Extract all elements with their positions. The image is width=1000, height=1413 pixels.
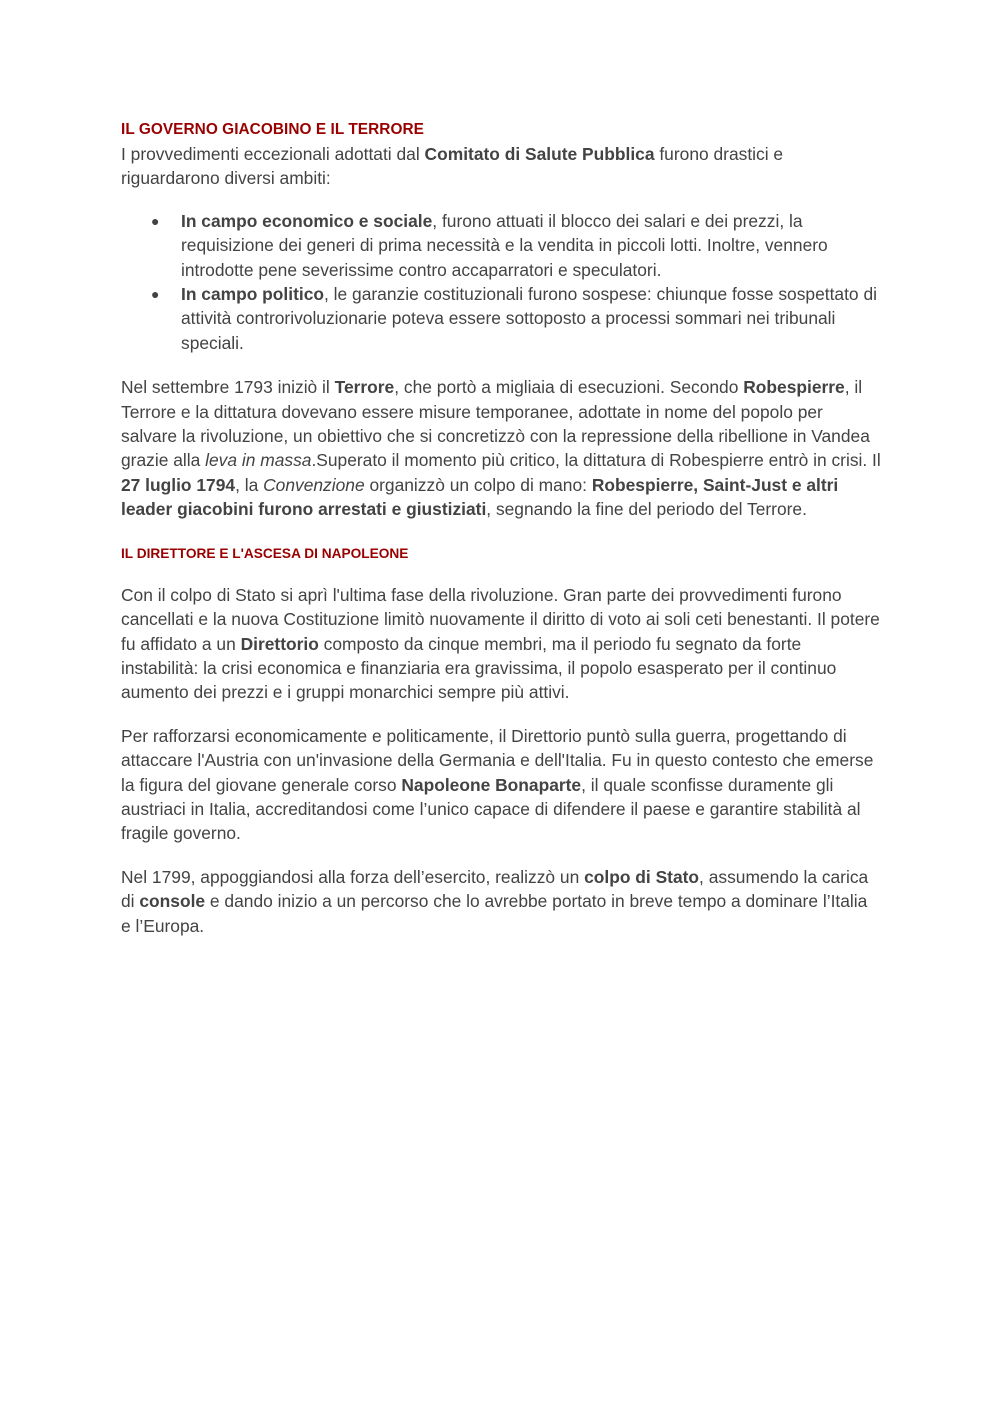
bold-napoleone: Napoleone Bonaparte bbox=[401, 774, 582, 795]
directory-paragraph bbox=[121, 583, 881, 705]
list-item-text: , furono attuati il blocco dei salari e dei prezzi, la requisizione dei generi di prima necessità e la vendita in piccoli lotti. Inoltre, vennero introdotte pene severissime contro accaparratori e speculatori. bbox=[181, 210, 828, 280]
intro-paragraph bbox=[121, 142, 881, 191]
italic-convenzione: Convenzione bbox=[263, 474, 365, 495]
list-item-text: , le garanzie costituzionali furono sospese: chiunque fosse sospettato di attività controrivoluzionarie poteva essere sottoposto a processi sommari nei tribunali speciali. bbox=[181, 284, 877, 353]
text-span: Nel settembre 1793 iniziò il bbox=[121, 377, 335, 398]
text-span: Nel 1799, appoggiandosi alla forza dell’esercito, realizzò un bbox=[121, 866, 585, 887]
bold-robespierre: Robespierre bbox=[743, 377, 845, 398]
napoleon-paragraph bbox=[121, 724, 881, 846]
bullet-icon: ● bbox=[151, 286, 160, 303]
text-span: , che portò a migliaia di esecuzioni. Secondo bbox=[394, 377, 744, 398]
list-item bbox=[121, 209, 881, 282]
text-span: Con il colpo di Stato si aprì l'ultima fase della rivoluzione. Gran parte dei provvedimenti furono cancellati e la nuova Costituzione limitò nuovamente il diritto di voto ai soli ceti benestanti. Il potere fu affidato a un bbox=[121, 584, 880, 654]
bold-coup: colpo di Stato bbox=[584, 866, 700, 887]
list-item bbox=[121, 282, 881, 355]
italic-leva: leva in massa bbox=[205, 450, 312, 471]
section-title-jacobin-government: IL GOVERNO GIACOBINO E IL TERRORE bbox=[121, 121, 424, 138]
text-span: , segnando la fine del periodo del Terrore. bbox=[486, 499, 807, 520]
bold-economic: In campo economico e sociale bbox=[181, 210, 433, 231]
bold-political: In campo politico bbox=[181, 284, 324, 305]
text-span: e dando inizio a un percorso che lo avrebbe portato in breve tempo a dominare l’Italia e l’Europa. bbox=[121, 891, 868, 936]
text-span: , assumendo la carica di bbox=[121, 866, 869, 912]
text-span: , la bbox=[235, 474, 264, 495]
terror-paragraph bbox=[121, 375, 881, 521]
measures-list bbox=[121, 209, 881, 355]
bold-direttorio: Direttorio bbox=[240, 633, 319, 654]
text-span: .Superato il momento più critico, la dittatura di Robespierre entrò in crisi. Il bbox=[311, 450, 881, 471]
bold-console: console bbox=[139, 891, 206, 912]
section-title-directory: IL DIRETTORE E L'ASCESA DI NAPOLEONE bbox=[121, 545, 409, 561]
text-span: , il quale sconfisse duramente gli austriaci in Italia, accreditandosi come l’unico capace di difendere il paese e garantire stabilità al fragile governo. bbox=[121, 774, 861, 844]
text-span: composto da cinque membri, ma il periodo fu segnato da forte instabilità: la crisi economica e finanziaria era gravissima, il popolo esasperato per il continuo aumento dei prezzi e i gruppi monarchici sempre più attivi. bbox=[121, 633, 837, 703]
bold-committee: Comitato di Salute Pubblica bbox=[424, 144, 655, 164]
text-span: , il Terrore e la dittatura dovevano essere misure temporanee, adottate in nome del popolo per salvare la rivoluzione, un obiettivo che si concretizzò con la repressione della ribellione in Vandea grazie alla bbox=[121, 377, 870, 471]
text-span: furono drastici e riguardarono diversi ambiti: bbox=[121, 144, 784, 189]
bullet-icon: ● bbox=[151, 212, 160, 229]
bold-date: 27 luglio 1794 bbox=[121, 474, 236, 495]
text-span: organizzò un colpo di mano: bbox=[364, 474, 592, 495]
text-span: Per rafforzarsi economicamente e politicamente, il Direttorio puntò sulla guerra, progettando di attaccare l'Austria con un'invasione della Germania e dell'Italia. Fu in questo contesto che emerse la figura del giovane generale corso bbox=[121, 725, 874, 795]
bold-arrest: Robespierre, Saint-Just e altri leader giacobini furono arrestati e giustiziati bbox=[121, 474, 839, 520]
coup-paragraph bbox=[121, 865, 881, 938]
text-span: I provvedimenti eccezionali adottati dal bbox=[121, 144, 425, 164]
bold-terror: Terrore bbox=[334, 377, 395, 398]
document-page bbox=[121, 118, 881, 938]
